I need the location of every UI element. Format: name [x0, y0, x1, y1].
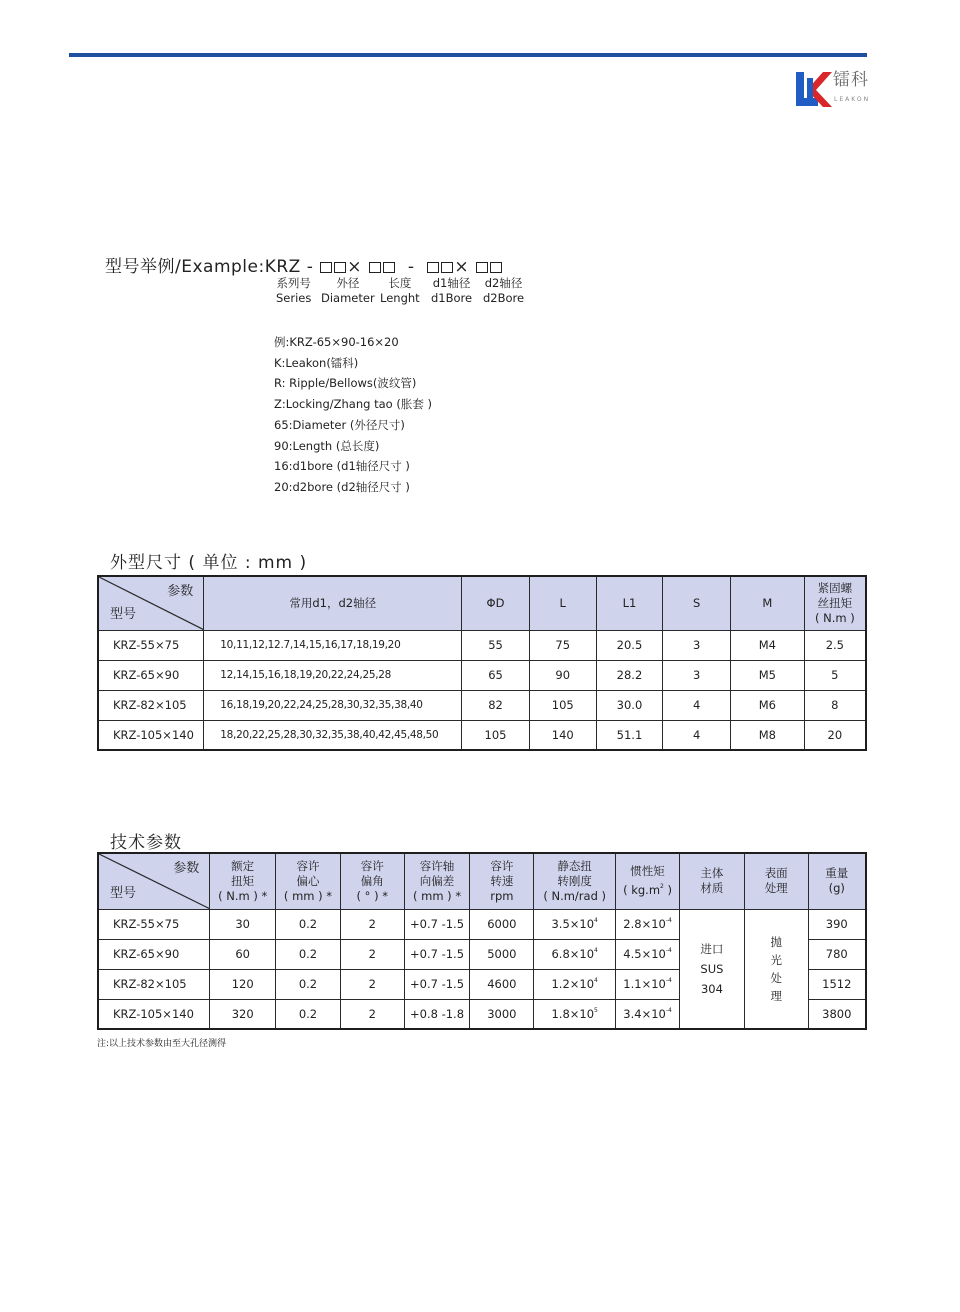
table-row: KRZ-105×140 18,20,22,25,28,30,32,35,38,40,42,45,48,50 105 140 51.1 4 M8 20 [98, 720, 866, 750]
legend-d1bore: d1轴径 d1Bore [431, 276, 473, 305]
example-explanation-list [274, 332, 432, 498]
placeholder-box [427, 262, 439, 273]
legend-series: 系列号 Series [276, 276, 312, 305]
table-row: KRZ-105×140 320 0.2 2 +0.8 -1.8 3000 $1.8\times 10^5$ $3.4\times 10^{-4}$ 3800 [98, 999, 866, 1029]
col-finish: 表面 处理 [744, 853, 808, 909]
table-row: KRZ-65×90 12,14,15,16,18,19,20,22,24,25,28 65 90 28.2 3 M5 5 [98, 660, 866, 690]
table-row: KRZ-65×90 60 0.2 2 +0.7 -1.5 5000 $6.8\times 10^4$ $4.5\times 10^{-4}$ 780 [98, 939, 866, 969]
header-rule [69, 53, 867, 57]
logo-english-text: LEAKON [834, 96, 871, 103]
col-bores: 常用d1，d2轴径 [204, 576, 462, 630]
col-angle: 容许 偏角 ( ° ) * [340, 853, 404, 909]
times-sign: × [454, 257, 470, 277]
table-row: KRZ-82×105 16,18,19,20,22,24,25,28,30,32,35,38,40 82 105 30.0 4 M6 8 [98, 690, 866, 720]
col-length: L [529, 576, 596, 630]
table-header-row [98, 576, 866, 630]
tech-params-table [97, 852, 867, 1030]
col-material: 主体 材质 [680, 853, 745, 909]
example-line: 90:Length (总长度) [274, 438, 380, 453]
placeholder-box [369, 262, 381, 273]
col-eccentric: 容许 偏心 ( mm ) * [276, 853, 341, 909]
placeholder-box [490, 262, 502, 273]
col-weight: 重量 (g) [808, 853, 866, 909]
col-torque: 紧固螺 丝扭矩 ( N.m ) [804, 576, 866, 630]
example-line: 例:KRZ-65×90-16×20 [274, 335, 399, 349]
col-stiffness: 静态扭 转刚度 ( N.m/rad ) [534, 853, 616, 909]
legend-diameter: 外径 Diameter [321, 276, 375, 305]
col-diameter: ΦD [462, 576, 530, 630]
example-line: K:Leakon(镭科) [274, 355, 359, 370]
times-sign: × [347, 257, 363, 277]
legend-length: 长度 Lenght [380, 276, 420, 305]
placeholder-box [476, 262, 488, 273]
placeholder-box [320, 262, 332, 273]
col-rated-torque: 额定 扭矩 ( N.m ) * [210, 853, 276, 909]
example-line: Z:Locking/Zhang tao (胀套 ) [274, 397, 432, 412]
table-row: KRZ-55×75 30 0.2 2 +0.7 -1.5 6000 $3.5\times 10^4$ $2.8\times 10^{-4}$ 进口 SUS 304 抛 光 处 理 390 [98, 909, 866, 939]
example-line: 16:d1bore (d1轴径尺寸 ) [274, 459, 410, 474]
corner-header: 参数 型号 [98, 853, 210, 909]
placeholder-box [334, 262, 346, 273]
table-header-row [98, 853, 866, 909]
finish-cell: 抛 光 处 理 [744, 909, 808, 1029]
example-prefix: 型号举例/Example:KRZ - [105, 257, 314, 277]
table-row: KRZ-82×105 120 0.2 2 +0.7 -1.5 4600 $1.2\times 10^4$ $1.1\times 10^{-4}$ 1512 [98, 969, 866, 999]
leakon-logo-icon [795, 70, 835, 110]
company-logo [795, 70, 870, 110]
example-line: 65:Diameter (外径尺寸) [274, 417, 405, 432]
logo-chinese-text: 镭科 [833, 70, 869, 90]
footnote: 注:以上技术参数由至大孔径测得 [97, 1039, 227, 1049]
corner-header: 参数 型号 [98, 576, 204, 630]
material-cell: 进口 SUS 304 [680, 909, 745, 1029]
placeholder-box [383, 262, 395, 273]
model-example-title [105, 252, 503, 277]
col-axial: 容许轴 向偏差 ( mm ) * [404, 853, 470, 909]
dimensions-title: 外型尺寸 ( 单位 : mm ) [110, 553, 308, 573]
placeholder-box [441, 262, 453, 273]
col-speed: 容许 转速 rpm [470, 853, 534, 909]
col-l1: L1 [596, 576, 663, 630]
col-s: S [663, 576, 731, 630]
example-line: R: Ripple/Bellows(波纹管) [274, 376, 417, 391]
col-inertia: 惯性矩 ( $kg.m^2$ ) [616, 853, 680, 909]
table-row: KRZ-55×75 10,11,12,12.7,14,15,16,17,18,19,20 55 75 20.5 3 M4 2.5 [98, 630, 866, 660]
dimensions-table [97, 575, 867, 751]
tech-params-title: 技术参数 [110, 833, 182, 853]
legend-d2bore: d2轴径 d2Bore [483, 276, 525, 305]
example-line: 20:d2bore (d2轴径尺寸 ) [274, 479, 410, 494]
dash-sign: - [407, 257, 415, 277]
col-m: M [731, 576, 805, 630]
